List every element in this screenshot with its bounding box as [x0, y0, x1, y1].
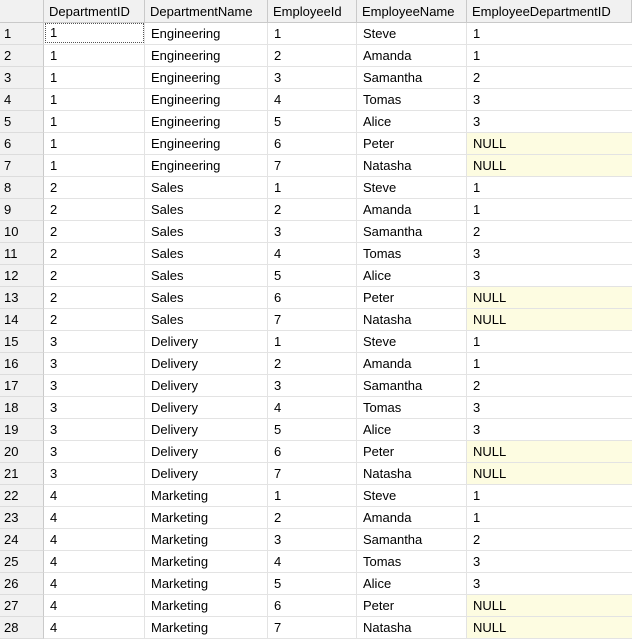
row-number[interactable]: 6 [0, 133, 44, 155]
cell-departmentid[interactable]: 3 [44, 353, 145, 375]
cell-employeename[interactable]: Peter [357, 595, 467, 617]
cell-departmentid[interactable]: 2 [44, 199, 145, 221]
cell-departmentname[interactable]: Delivery [145, 441, 268, 463]
table-row[interactable] [0, 331, 632, 353]
cell-departmentid[interactable]: 4 [44, 551, 145, 573]
cell-departmentname[interactable]: Delivery [145, 375, 268, 397]
table-row[interactable] [0, 529, 632, 551]
table-row[interactable] [0, 45, 632, 67]
row-number[interactable]: 27 [0, 595, 44, 617]
column-header-employeename[interactable]: EmployeeName [357, 0, 467, 23]
cell-employeeid[interactable]: 7 [268, 309, 357, 331]
row-number[interactable]: 18 [0, 397, 44, 419]
cell-employeeid[interactable]: 2 [268, 353, 357, 375]
cell-employeeid[interactable]: 5 [268, 573, 357, 595]
cell-employeename[interactable]: Tomas [357, 243, 467, 265]
cell-employeeid[interactable]: 3 [268, 67, 357, 89]
column-header-employeedepartmentid[interactable]: EmployeeDepartmentID [467, 0, 632, 23]
cell-departmentname[interactable]: Delivery [145, 353, 268, 375]
cell-employeeid[interactable]: 1 [268, 177, 357, 199]
cell-employeedepartmentid[interactable]: 2 [467, 375, 632, 397]
cell-employeedepartmentid[interactable]: 1 [467, 507, 632, 529]
cell-departmentname[interactable]: Marketing [145, 617, 268, 639]
cell-employeeid[interactable]: 2 [268, 507, 357, 529]
cell-employeedepartmentid[interactable]: 3 [467, 551, 632, 573]
cell-employeename[interactable]: Amanda [357, 507, 467, 529]
cell-employeedepartmentid[interactable]: 3 [467, 111, 632, 133]
cell-departmentname[interactable]: Delivery [145, 397, 268, 419]
cell-departmentname[interactable]: Marketing [145, 595, 268, 617]
table-row[interactable] [0, 287, 632, 309]
table-row[interactable] [0, 617, 632, 639]
table-row[interactable] [0, 507, 632, 529]
cell-employeename[interactable]: Steve [357, 331, 467, 353]
cell-departmentid[interactable]: 3 [44, 419, 145, 441]
cell-employeeid[interactable]: 3 [268, 221, 357, 243]
cell-employeeid[interactable]: 1 [268, 331, 357, 353]
cell-employeedepartmentid[interactable]: 1 [467, 177, 632, 199]
cell-departmentname[interactable]: Engineering [145, 23, 268, 45]
cell-departmentid[interactable]: 4 [44, 573, 145, 595]
cell-departmentid[interactable]: 3 [44, 331, 145, 353]
cell-departmentname[interactable]: Sales [145, 199, 268, 221]
row-number[interactable]: 14 [0, 309, 44, 331]
table-row[interactable] [0, 133, 632, 155]
cell-employeedepartmentid[interactable]: 3 [467, 265, 632, 287]
table-row[interactable] [0, 155, 632, 177]
cell-departmentid[interactable]: 1 [44, 111, 145, 133]
cell-departmentid[interactable]: 3 [44, 441, 145, 463]
cell-employeedepartmentid[interactable]: 2 [467, 67, 632, 89]
row-number[interactable]: 13 [0, 287, 44, 309]
cell-employeeid[interactable]: 2 [268, 199, 357, 221]
cell-departmentname[interactable]: Marketing [145, 507, 268, 529]
cell-employeedepartmentid[interactable]: 1 [467, 199, 632, 221]
cell-employeedepartmentid[interactable]: NULL [467, 309, 632, 331]
cell-employeename[interactable]: Samantha [357, 375, 467, 397]
cell-employeedepartmentid[interactable]: NULL [467, 287, 632, 309]
table-row[interactable] [0, 463, 632, 485]
cell-employeeid[interactable]: 6 [268, 287, 357, 309]
cell-employeename[interactable]: Steve [357, 485, 467, 507]
cell-employeename[interactable]: Tomas [357, 89, 467, 111]
corner-header[interactable] [0, 0, 44, 23]
cell-employeename[interactable]: Samantha [357, 529, 467, 551]
table-row[interactable] [0, 89, 632, 111]
row-number[interactable]: 5 [0, 111, 44, 133]
row-number[interactable]: 28 [0, 617, 44, 639]
header-row [0, 0, 632, 23]
table-row[interactable] [0, 419, 632, 441]
cell-departmentid[interactable]: 1 [44, 155, 145, 177]
cell-employeeid[interactable]: 6 [268, 441, 357, 463]
cell-employeeid[interactable]: 3 [268, 375, 357, 397]
cell-employeeid[interactable]: 4 [268, 243, 357, 265]
cell-departmentid[interactable]: 1 [44, 133, 145, 155]
cell-employeedepartmentid[interactable]: 1 [467, 331, 632, 353]
cell-employeeid[interactable]: 7 [268, 463, 357, 485]
cell-employeedepartmentid[interactable]: 3 [467, 89, 632, 111]
table-row[interactable] [0, 397, 632, 419]
table-row[interactable] [0, 111, 632, 133]
table-row[interactable] [0, 485, 632, 507]
cell-employeename[interactable]: Amanda [357, 353, 467, 375]
cell-employeename[interactable]: Samantha [357, 67, 467, 89]
cell-employeeid[interactable]: 3 [268, 529, 357, 551]
cell-employeename[interactable]: Alice [357, 111, 467, 133]
cell-employeedepartmentid[interactable]: 1 [467, 23, 632, 45]
cell-employeename[interactable]: Tomas [357, 551, 467, 573]
cell-employeedepartmentid[interactable]: NULL [467, 133, 632, 155]
cell-employeedepartmentid[interactable]: NULL [467, 595, 632, 617]
cell-employeedepartmentid[interactable]: 3 [467, 573, 632, 595]
row-number[interactable]: 21 [0, 463, 44, 485]
cell-departmentname[interactable]: Sales [145, 243, 268, 265]
cell-employeeid[interactable]: 7 [268, 617, 357, 639]
cell-employeedepartmentid[interactable]: 3 [467, 419, 632, 441]
row-number[interactable]: 9 [0, 199, 44, 221]
table-row[interactable] [0, 243, 632, 265]
cell-employeeid[interactable]: 2 [268, 45, 357, 67]
table-row[interactable] [0, 67, 632, 89]
cell-employeedepartmentid[interactable]: 1 [467, 45, 632, 67]
cell-employeename[interactable]: Natasha [357, 463, 467, 485]
cell-employeeid[interactable]: 1 [268, 485, 357, 507]
cell-employeeid[interactable]: 4 [268, 397, 357, 419]
cell-employeename[interactable]: Natasha [357, 155, 467, 177]
cell-employeename[interactable]: Peter [357, 287, 467, 309]
column-header-departmentid[interactable]: DepartmentID [44, 0, 145, 23]
selected-cell-value: 1 [45, 23, 144, 43]
table-row[interactable] [0, 353, 632, 375]
cell-departmentid[interactable]: 3 [44, 375, 145, 397]
cell-employeename[interactable]: Alice [357, 419, 467, 441]
row-number[interactable]: 10 [0, 221, 44, 243]
row-number[interactable]: 20 [0, 441, 44, 463]
cell-departmentid[interactable]: 2 [44, 221, 145, 243]
cell-departmentid[interactable]: 2 [44, 265, 145, 287]
cell-departmentname[interactable]: Delivery [145, 331, 268, 353]
table-row[interactable] [0, 199, 632, 221]
cell-departmentid[interactable] [44, 23, 145, 45]
cell-employeename[interactable]: Amanda [357, 45, 467, 67]
table-row[interactable] [0, 551, 632, 573]
cell-employeedepartmentid[interactable]: NULL [467, 155, 632, 177]
row-number[interactable]: 16 [0, 353, 44, 375]
cell-departmentid[interactable]: 4 [44, 595, 145, 617]
table-row[interactable] [0, 177, 632, 199]
cell-employeename[interactable]: Samantha [357, 221, 467, 243]
cell-departmentname[interactable]: Marketing [145, 529, 268, 551]
cell-employeedepartmentid[interactable]: NULL [467, 441, 632, 463]
cell-employeedepartmentid[interactable]: 3 [467, 243, 632, 265]
cell-departmentname[interactable]: Sales [145, 287, 268, 309]
cell-departmentid[interactable]: 1 [44, 67, 145, 89]
row-number[interactable]: 12 [0, 265, 44, 287]
cell-departmentid[interactable]: 2 [44, 243, 145, 265]
cell-employeeid[interactable]: 5 [268, 265, 357, 287]
cell-employeeid[interactable]: 4 [268, 89, 357, 111]
table-row[interactable] [0, 221, 632, 243]
table-row[interactable] [0, 595, 632, 617]
cell-departmentname[interactable]: Marketing [145, 551, 268, 573]
cell-employeename[interactable]: Steve [357, 23, 467, 45]
row-number[interactable]: 22 [0, 485, 44, 507]
table-row[interactable] [0, 375, 632, 397]
cell-employeename[interactable]: Peter [357, 441, 467, 463]
cell-employeedepartmentid[interactable]: NULL [467, 617, 632, 639]
cell-employeedepartmentid[interactable]: 1 [467, 353, 632, 375]
row-number[interactable]: 23 [0, 507, 44, 529]
cell-employeedepartmentid[interactable]: 2 [467, 529, 632, 551]
row-number[interactable]: 26 [0, 573, 44, 595]
cell-employeeid[interactable]: 5 [268, 111, 357, 133]
row-number[interactable]: 2 [0, 45, 44, 67]
cell-departmentid[interactable]: 2 [44, 287, 145, 309]
row-number[interactable]: 11 [0, 243, 44, 265]
cell-departmentname[interactable]: Engineering [145, 111, 268, 133]
cell-departmentname[interactable]: Marketing [145, 573, 268, 595]
grid-body [0, 23, 632, 639]
cell-employeedepartmentid[interactable]: 2 [467, 221, 632, 243]
cell-employeeid[interactable]: 6 [268, 595, 357, 617]
cell-departmentid[interactable]: 4 [44, 529, 145, 551]
cell-departmentname[interactable]: Engineering [145, 89, 268, 111]
cell-departmentid[interactable]: 4 [44, 507, 145, 529]
cell-employeeid[interactable]: 7 [268, 155, 357, 177]
cell-departmentname[interactable]: Delivery [145, 463, 268, 485]
cell-employeename[interactable]: Tomas [357, 397, 467, 419]
column-header-employeeid[interactable]: EmployeeId [268, 0, 357, 23]
cell-employeename[interactable]: Alice [357, 573, 467, 595]
cell-employeedepartmentid[interactable]: NULL [467, 463, 632, 485]
row-number[interactable]: 4 [0, 89, 44, 111]
cell-employeename[interactable]: Peter [357, 133, 467, 155]
row-number[interactable]: 3 [0, 67, 44, 89]
cell-departmentid[interactable]: 4 [44, 617, 145, 639]
cell-employeedepartmentid[interactable]: 3 [467, 397, 632, 419]
table-row[interactable] [0, 23, 632, 45]
table-row[interactable] [0, 309, 632, 331]
cell-departmentid[interactable]: 2 [44, 177, 145, 199]
cell-departmentname[interactable]: Sales [145, 309, 268, 331]
cell-departmentname[interactable]: Engineering [145, 155, 268, 177]
cell-departmentname[interactable]: Engineering [145, 45, 268, 67]
cell-departmentname[interactable]: Sales [145, 177, 268, 199]
cell-employeename[interactable]: Steve [357, 177, 467, 199]
row-number[interactable]: 19 [0, 419, 44, 441]
cell-employeename[interactable]: Natasha [357, 617, 467, 639]
cell-employeedepartmentid[interactable]: 1 [467, 485, 632, 507]
cell-departmentid[interactable]: 3 [44, 397, 145, 419]
row-number[interactable]: 24 [0, 529, 44, 551]
row-number[interactable]: 17 [0, 375, 44, 397]
cell-departmentname[interactable]: Sales [145, 265, 268, 287]
cell-employeeid[interactable]: 6 [268, 133, 357, 155]
table-row[interactable] [0, 265, 632, 287]
cell-employeename[interactable]: Amanda [357, 199, 467, 221]
cell-departmentname[interactable]: Engineering [145, 67, 268, 89]
cell-departmentid[interactable]: 2 [44, 309, 145, 331]
cell-employeeid[interactable]: 1 [268, 23, 357, 45]
row-number[interactable]: 7 [0, 155, 44, 177]
row-number[interactable]: 25 [0, 551, 44, 573]
table-row[interactable] [0, 573, 632, 595]
row-number[interactable]: 15 [0, 331, 44, 353]
row-number[interactable]: 1 [0, 23, 44, 45]
cell-departmentid[interactable]: 4 [44, 485, 145, 507]
table-row[interactable] [0, 441, 632, 463]
cell-departmentid[interactable]: 1 [44, 45, 145, 67]
cell-employeeid[interactable]: 4 [268, 551, 357, 573]
cell-departmentid[interactable]: 3 [44, 463, 145, 485]
cell-employeename[interactable]: Alice [357, 265, 467, 287]
cell-departmentname[interactable]: Sales [145, 221, 268, 243]
cell-employeeid[interactable]: 5 [268, 419, 357, 441]
row-number[interactable]: 8 [0, 177, 44, 199]
cell-departmentname[interactable]: Engineering [145, 133, 268, 155]
cell-departmentname[interactable]: Marketing [145, 485, 268, 507]
cell-departmentid[interactable]: 1 [44, 89, 145, 111]
column-header-departmentname[interactable]: DepartmentName [145, 0, 268, 23]
cell-employeename[interactable]: Natasha [357, 309, 467, 331]
cell-departmentname[interactable]: Delivery [145, 419, 268, 441]
